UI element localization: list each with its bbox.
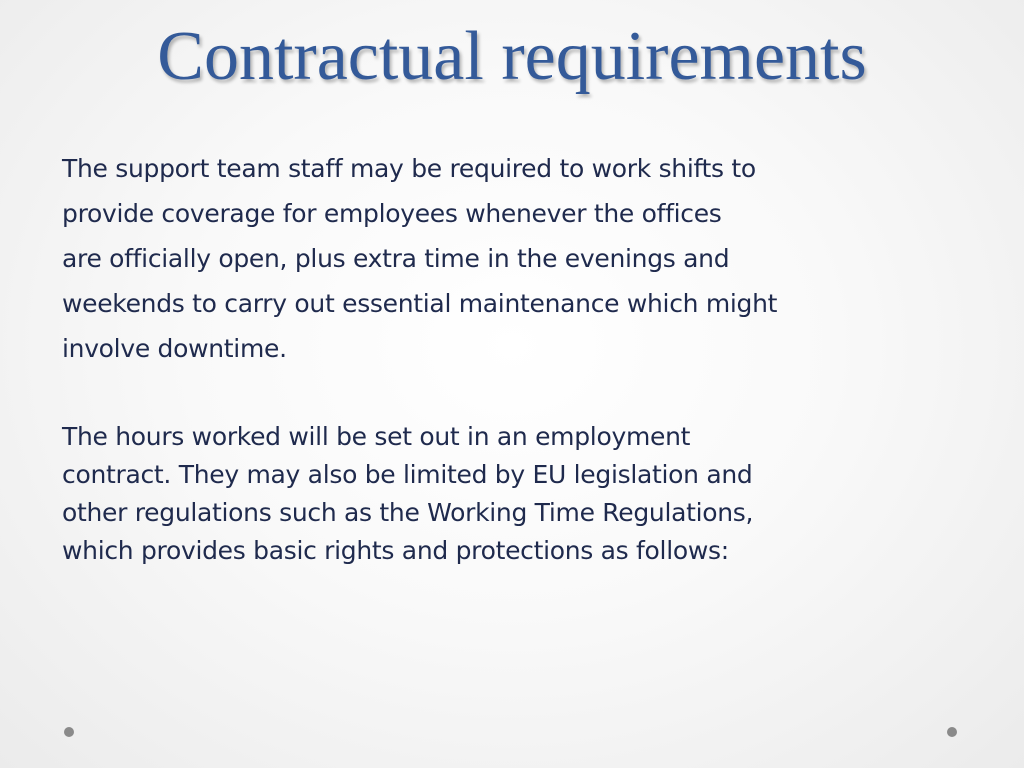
paragraph-line: weekends to carry out essential maintenance which might xyxy=(62,289,778,318)
paragraph-line: The hours worked will be set out in an employment xyxy=(62,422,691,451)
slide-title: Contractual requirements xyxy=(157,18,867,95)
paragraph-line: other regulations such as the Working Time Regulations, xyxy=(62,498,754,527)
decorative-dot-left xyxy=(64,727,74,737)
paragraph-line: The support team staff may be required to work shifts to xyxy=(62,154,756,183)
paragraph-line: contract. They may also be limited by EU legislation and xyxy=(62,460,753,489)
body-paragraph-1 xyxy=(62,146,962,371)
body-paragraph-2 xyxy=(62,418,962,570)
decorative-dot-right xyxy=(947,727,957,737)
paragraph-line: which provides basic rights and protections as follows: xyxy=(62,536,729,565)
paragraph-line: provide coverage for employees whenever the offices xyxy=(62,199,722,228)
paragraph-line: involve downtime. xyxy=(62,334,287,363)
paragraph-line: are officially open, plus extra time in the evenings and xyxy=(62,244,730,273)
